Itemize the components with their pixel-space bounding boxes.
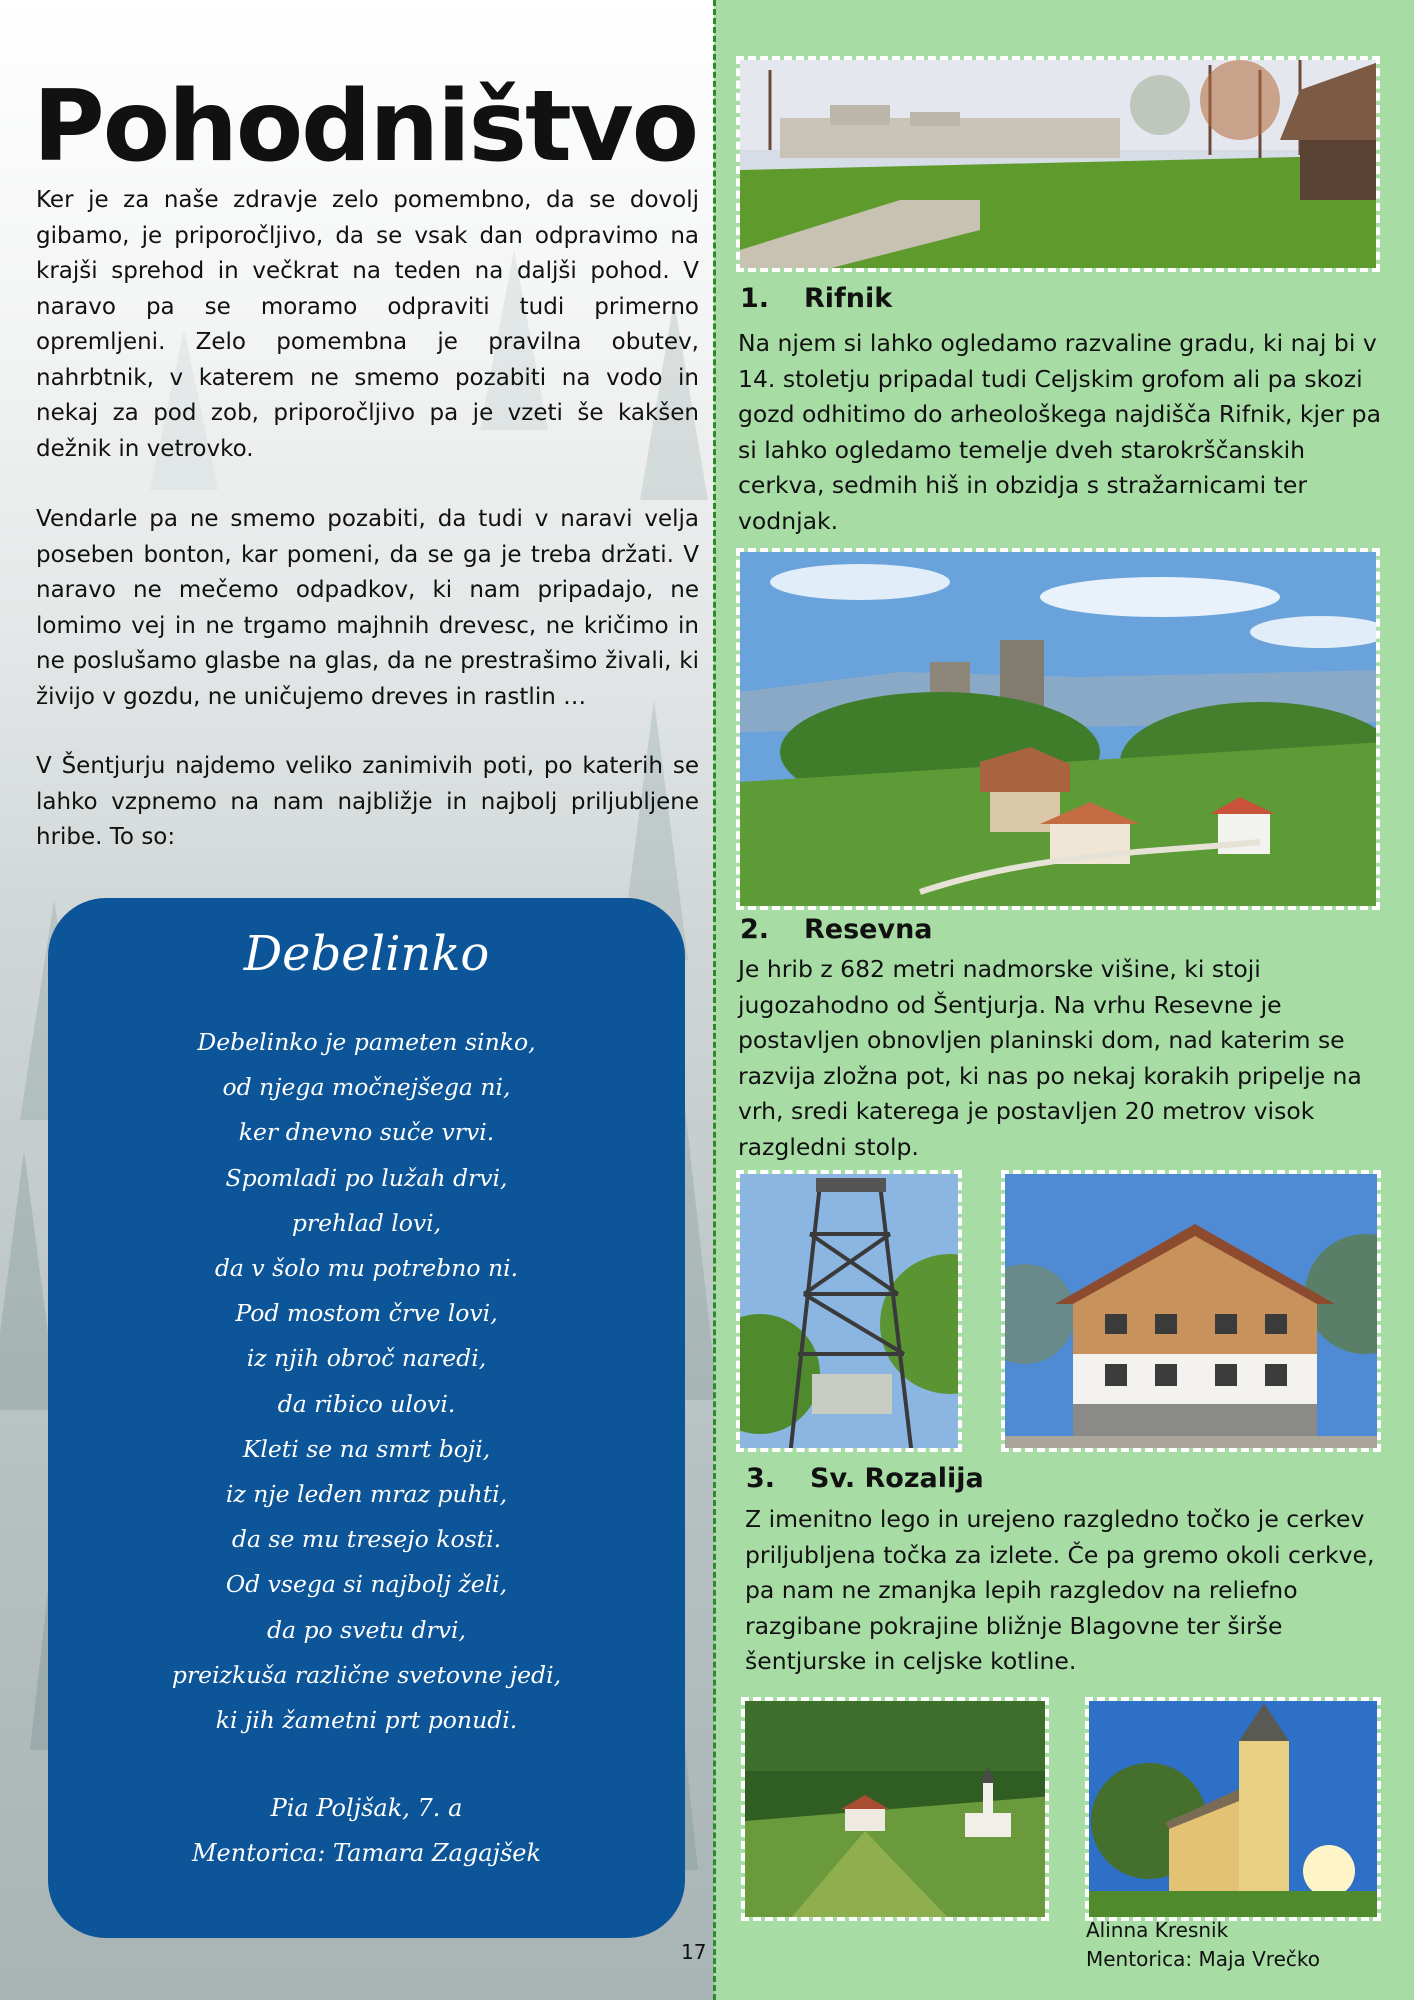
intro-paragraph-1: Ker je za naše zdravje zelo pomembno, da se dovolj gibamo, je priporočljivo, da se vsak dan odpravimo na krajši sprehod in večkrat na teden na daljši pohod. V naravo pa se moramo odpraviti tudi primerno opremljeni. Zelo pomembna je pravilna obutev, nahrbtnik, v katerem ne smemo pozabiti na vodo in nekaj za pod zob, priporočljivo pa je vzeti še kakšen dežnik in vetrovko.	[36, 187, 699, 462]
poem-box	[48, 898, 685, 1938]
article-author: Alinna Kresnik	[1086, 1918, 1229, 1942]
section-number: 2.	[740, 914, 770, 945]
intro-paragraph-3: V Šentjurju najdemo veliko zanimivih poti, po katerih se lahko vzpnemo na nam najbližje in najbolj priljubljene hribe. To so:	[36, 753, 699, 850]
photo-mountain-lodge	[1001, 1170, 1381, 1452]
poem-line: Od vsega si najbolj želi,	[225, 1570, 508, 1599]
poem-line: ker dnevno suče vrvi.	[238, 1118, 495, 1147]
section-text-resevna: Je hrib z 682 metri nadmorske višine, ki stoji jugozahodno od Šentjurja. Na vrhu Resevne je postavljen obnovljen planinski dom, nad katerim se razvija zložna pot, ki nas po nekaj korakih pripelje na vrh, sredi katerega je postavljen 20 metrov visok razgledni stolp.	[738, 955, 1362, 1161]
page-title: Pohodništvo	[32, 70, 698, 184]
photo-rifnik-ruins	[736, 56, 1380, 272]
poem-line: da ribico ulovi.	[277, 1389, 456, 1418]
photo-rozalija-church	[1085, 1697, 1381, 1921]
poem-line: Debelinko je pameten sinko,	[197, 1028, 536, 1056]
section-heading-resevna	[740, 914, 933, 945]
poem-title: Debelinko	[243, 926, 490, 982]
section-number: 1.	[740, 283, 770, 314]
poem-line: da se mu tresejo kosti.	[231, 1525, 502, 1554]
page-number: 17	[681, 1940, 707, 1964]
poem-author: Pia Poljšak, 7. a	[270, 1794, 463, 1823]
poem-line: da v šolo mu potrebno ni.	[214, 1254, 519, 1283]
poem-lines	[48, 1020, 685, 1743]
poem-line: Pod mostom črve lovi,	[235, 1299, 498, 1328]
section-heading-rifnik	[740, 283, 892, 314]
poem-line: preizkuša različne svetovne jedi,	[171, 1660, 562, 1689]
poem-line: od njega močnejšega ni,	[222, 1073, 511, 1102]
poem-line: iz njih obroč naredi,	[246, 1344, 487, 1373]
section-text-rifnik: Na njem si lahko ogledamo razvaline gradu, ki naj bi v 14. stoletju pripadal tudi Celjskim grofom ali pa skozi gozd odhitimo do arheološkega najdišča Rifnik, kjer pa si lahko ogledamo temelje dveh starokrščanskih cerkva, sedmih hiš in obzidja s stražarnicami ter vodnjak.	[738, 329, 1381, 535]
article-credit	[1086, 1916, 1320, 1974]
poem-line: Kleti se na smrt boji,	[242, 1434, 491, 1463]
page-divider	[713, 0, 716, 2000]
section-title: Rifnik	[804, 283, 893, 314]
intro-paragraph-2: Vendarle pa ne smemo pozabiti, da tudi v naravi velja poseben bonton, kar pomeni, da se ga je treba držati. V naravo ne mečemo odpadkov, ki nam pripadajo, ne lomimo vej in ne trgamo majhnih drevesc, ne kričimo in ne poslušamo glasbe na glas, da ne prestrašimo živali, ki živijo v gozdu, ne uničujemo dreves in rastlin …	[36, 506, 699, 710]
poem-mentor: Mentorica: Tamara Zagajšek	[191, 1839, 542, 1868]
photo-lookout-tower	[736, 1170, 962, 1452]
poem-line: ki jih žametni prt ponudi.	[215, 1706, 518, 1735]
poem-line: iz nje leden mraz puhti,	[225, 1480, 508, 1509]
photo-rozalija-aerial	[741, 1697, 1049, 1921]
section-heading-rozalija	[746, 1463, 984, 1494]
poem-line: da po svetu drvi,	[266, 1615, 466, 1644]
section-number: 3.	[746, 1463, 776, 1494]
article-mentor: Mentorica: Maja Vrečko	[1086, 1947, 1320, 1971]
poem-line: prehlad lovi,	[291, 1208, 442, 1237]
section-text-rozalija: Z imenitno lego in urejeno razgledno točko je cerkev priljubljena točka za izlete. Če pa gremo okoli cerkve, pa nam ne zmanjka lepih razgledov na reliefno razgibane pokrajine bližnje Blagovne ter širše šentjurske in celjske kotline.	[745, 1505, 1375, 1675]
section-title: Sv. Rozalija	[810, 1463, 984, 1494]
section-title: Resevna	[804, 914, 933, 945]
poem-line: Spomladi po lužah drvi,	[225, 1163, 508, 1192]
photo-resevna-landscape	[736, 548, 1380, 910]
poem-credit	[48, 1786, 685, 1876]
